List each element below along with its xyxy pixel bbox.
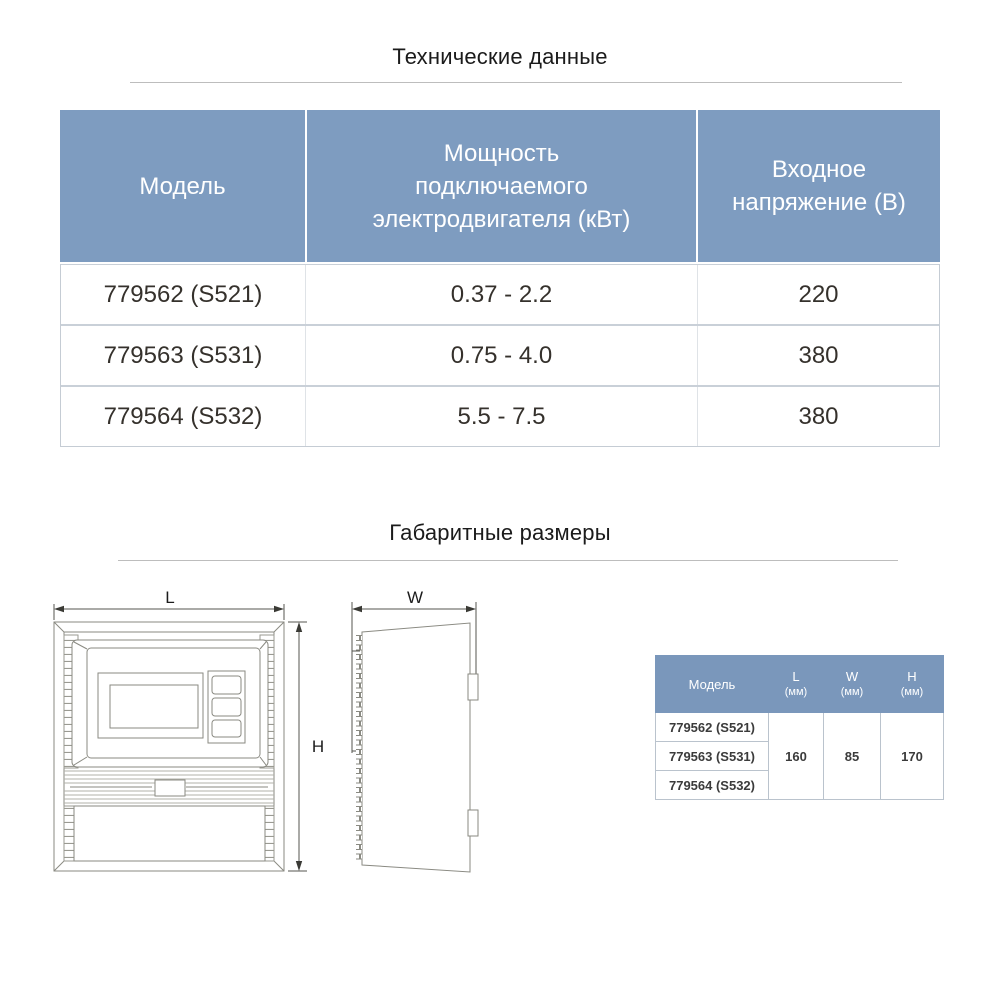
dimensions-section-title: Габаритные размеры	[389, 520, 611, 545]
header-line: Мощность	[443, 139, 560, 167]
dims-header-letter: L	[792, 669, 800, 684]
dimension-label-h: H	[311, 737, 325, 756]
tech-data-table	[60, 110, 940, 447]
dims-header-l	[769, 656, 824, 713]
dims-header-h	[881, 656, 944, 713]
model-cell: 779562 (S521)	[103, 280, 263, 308]
power-cell: 5.5 - 7.5	[305, 387, 698, 446]
w-value-cell: 85	[824, 713, 881, 800]
h-value-cell: 170	[881, 713, 944, 800]
table-row	[61, 385, 939, 446]
tech-table-header-row	[60, 110, 940, 262]
tech-section-divider	[130, 82, 902, 83]
dimension-label-w: W	[406, 588, 424, 607]
model-cell: 779563 (S531)	[103, 341, 263, 369]
table-row	[656, 713, 944, 742]
voltage-cell: 380	[798, 341, 839, 369]
height-dimension-line	[288, 622, 307, 871]
dims-header-unit: (мм)	[784, 686, 808, 698]
header-line: электродвигателя (кВт)	[372, 205, 631, 233]
power-cell: 0.37 - 2.2	[305, 265, 698, 324]
dims-header-w	[824, 656, 881, 713]
front-view-drawing	[54, 588, 324, 871]
tech-data-section-title: Технические данные	[392, 44, 608, 69]
model-cell: 779564 (S532)	[656, 771, 769, 800]
header-power	[305, 110, 698, 262]
table-row	[61, 264, 939, 324]
dims-header-unit: (мм)	[900, 686, 924, 698]
dimensional-drawing	[30, 578, 500, 898]
voltage-cell: 220	[798, 280, 839, 308]
voltage-cell: 380	[798, 402, 839, 430]
power-cell: 0.75 - 4.0	[305, 326, 698, 385]
header-voltage	[698, 110, 940, 262]
model-cell: 779563 (S531)	[656, 742, 769, 771]
header-line: Входное	[771, 156, 867, 183]
dimension-label-l: L	[165, 588, 175, 607]
dims-header-letter: W	[845, 669, 859, 684]
tech-table-body	[60, 264, 940, 447]
header-line: Модель	[139, 172, 226, 200]
l-value-cell: 160	[769, 713, 824, 800]
dimensions-table-header-row	[656, 656, 944, 713]
dimensions-table	[655, 655, 944, 800]
dims-header-letter: H	[907, 669, 917, 684]
model-cell: 779564 (S532)	[103, 402, 263, 430]
side-view-drawing	[352, 588, 478, 872]
header-line: подключаемого	[415, 172, 588, 200]
dimensions-section-divider	[118, 560, 898, 561]
header-model	[60, 110, 305, 262]
dims-header-model: Модель	[656, 656, 769, 713]
dims-header-unit: (мм)	[840, 686, 864, 698]
header-line: напряжение (В)	[732, 189, 906, 216]
model-cell: 779562 (S521)	[656, 713, 769, 742]
table-row	[61, 324, 939, 385]
